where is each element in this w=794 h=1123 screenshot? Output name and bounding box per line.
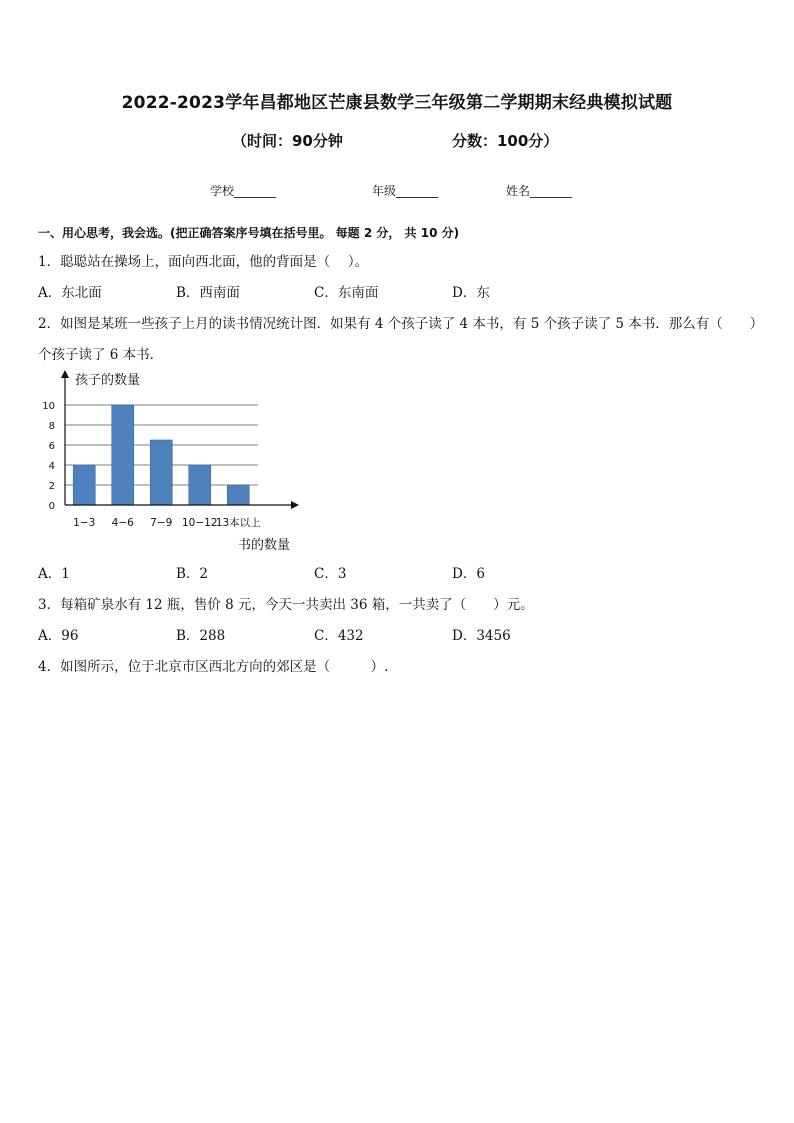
question-1: 1．聪聪站在操场上，面向西北面，他的背面是（ ）。	[38, 254, 369, 270]
q3-option-a: A．96	[38, 628, 79, 644]
x-tick-label: 7−9	[150, 517, 173, 529]
q1-option-d: D．东	[452, 285, 490, 301]
bar-5	[227, 485, 249, 505]
question-2-line2: 个孩子读了 6 本书．	[38, 347, 164, 363]
y-tick-label: 2	[48, 481, 55, 492]
y-tick-label: 10	[42, 401, 55, 412]
school-field: 学校_______	[210, 184, 277, 198]
question-3: 3．每箱矿泉水有 12 瓶，售价 8 元，今天一共卖出 36 箱，一共卖了（ ）元。	[38, 597, 534, 613]
student-info	[0, 182, 794, 202]
q1-option-b: B．西南面	[176, 285, 240, 301]
q2-option-b: B．2	[176, 566, 209, 582]
q3-option-d: D．3456	[452, 628, 511, 644]
q3-option-c: C．432	[314, 628, 364, 644]
q2-option-a: A．1	[38, 566, 70, 582]
bar-2	[112, 405, 134, 505]
x-tick-label: 13本以上	[215, 517, 261, 529]
x-tick-label: 4−6	[111, 517, 134, 529]
y-axis-arrow-icon	[61, 370, 69, 378]
q3-option-b: B．288	[176, 628, 226, 644]
q1-option-c: C．东南面	[314, 285, 379, 301]
bar-4	[189, 465, 211, 505]
exam-time: （时间：90分钟	[232, 132, 343, 150]
y-tick-label: 4	[48, 461, 55, 472]
page-title: 2022-2023学年昌都地区芒康县数学三年级第二学期期末经典模拟试题	[121, 93, 673, 113]
exam-meta	[0, 130, 794, 154]
q2-option-c: C．3	[314, 566, 347, 582]
y-axis-title: 孩子的数量	[75, 373, 141, 388]
x-tick-label: 10−12	[181, 517, 218, 529]
x-axis-title: 书的数量	[238, 538, 291, 553]
question-4: 4．如图所示，位于北京市区西北方向的郊区是（ ）.	[38, 659, 389, 675]
name-field: 姓名_______	[506, 184, 573, 198]
x-axis-arrow-icon	[291, 501, 299, 509]
x-tick-label: 1−3	[73, 517, 96, 529]
q2-option-d: D．6	[452, 566, 485, 582]
question-2-line1: 2．如图是某班一些孩子上月的读书情况统计图．如果有 4 个孩子读了 4 本书，有 5 个孩子读了 5 本书．那么有（ ）	[38, 316, 764, 332]
y-tick-label: 6	[48, 441, 55, 452]
y-tick-label: 8	[48, 421, 55, 432]
reading-bar-chart	[30, 365, 310, 555]
exam-score: 分数：100分）	[452, 132, 559, 150]
bar-3	[150, 440, 172, 505]
y-tick-label: 0	[48, 501, 55, 512]
q1-option-a: A．东北面	[38, 285, 102, 301]
bar-1	[73, 465, 95, 505]
grade-field: 年级_______	[372, 184, 439, 198]
section-heading: 一、用心思考，我会选。(把正确答案序号填在括号里。 每题 2 分， 共 10 分)	[38, 226, 460, 240]
